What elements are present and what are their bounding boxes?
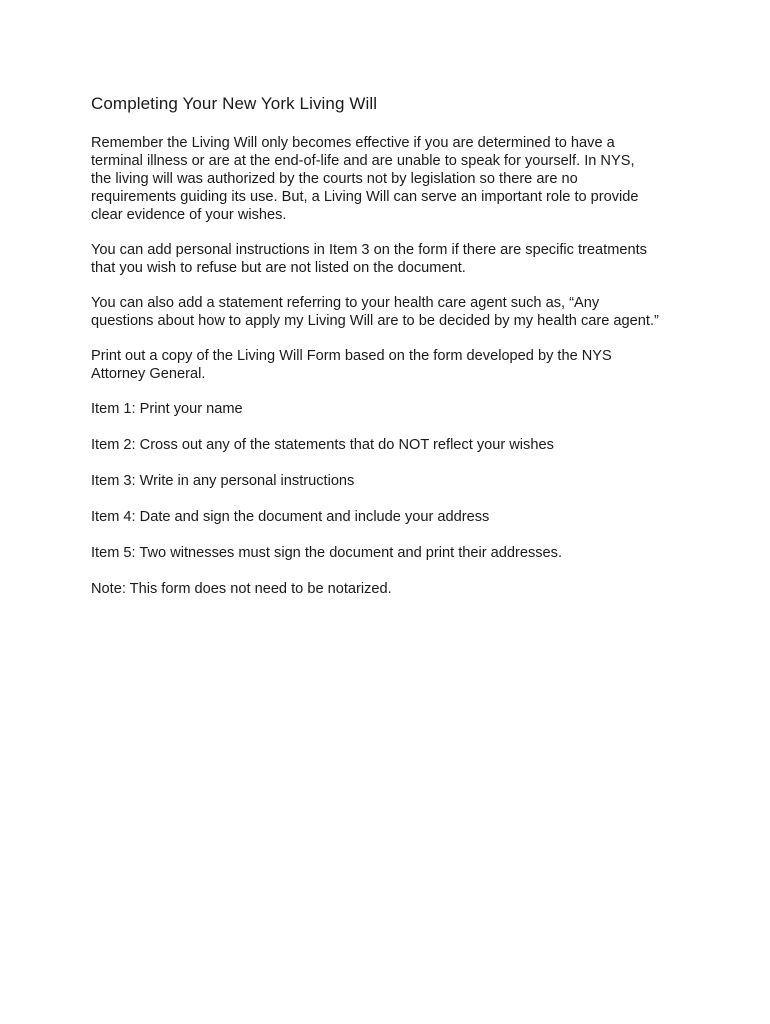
paragraph-line: You can also add a statement referring to your health care agent such as, “Any xyxy=(91,295,600,311)
paragraph-line: Attorney General. xyxy=(91,366,206,382)
paragraph-line: that you wish to refuse but are not listed on the document. xyxy=(91,260,466,276)
paragraph-line: requirements guiding its use. But, a Living Will can serve an important role to provide xyxy=(91,189,639,205)
paragraph-line: terminal illness or are at the end-of-life and are unable to speak for yourself. In NYS, xyxy=(91,153,635,169)
paragraph-effectiveness xyxy=(91,134,691,224)
item-4: Item 4: Date and sign the document and include your address xyxy=(91,509,490,525)
item-3: Item 3: Write in any personal instructions xyxy=(91,473,355,489)
document-page xyxy=(91,92,691,616)
paragraph-line: the living will was authorized by the courts not by legislation so there are no xyxy=(91,171,578,187)
paragraph-health-care-agent xyxy=(91,294,691,330)
paragraph-print-form xyxy=(91,347,691,383)
paragraph-line: clear evidence of your wishes. xyxy=(91,207,287,223)
paragraph-line: You can add personal instructions in Item 3 on the form if there are specific treatments xyxy=(91,242,647,258)
notarization-note: Note: This form does not need to be notarized. xyxy=(91,581,392,597)
item-1: Item 1: Print your name xyxy=(91,401,243,417)
paragraph-line: Print out a copy of the Living Will Form based on the form developed by the NYS xyxy=(91,348,612,364)
document-title: Completing Your New York Living Will xyxy=(91,94,378,113)
paragraph-line: Remember the Living Will only becomes effective if you are determined to have a xyxy=(91,135,615,151)
paragraph-personal-instructions xyxy=(91,241,691,277)
paragraph-line: questions about how to apply my Living Will are to be decided by my health care agent.” xyxy=(91,313,659,329)
item-5: Item 5: Two witnesses must sign the document and print their addresses. xyxy=(91,545,563,561)
item-2: Item 2: Cross out any of the statements that do NOT reflect your wishes xyxy=(91,437,554,453)
